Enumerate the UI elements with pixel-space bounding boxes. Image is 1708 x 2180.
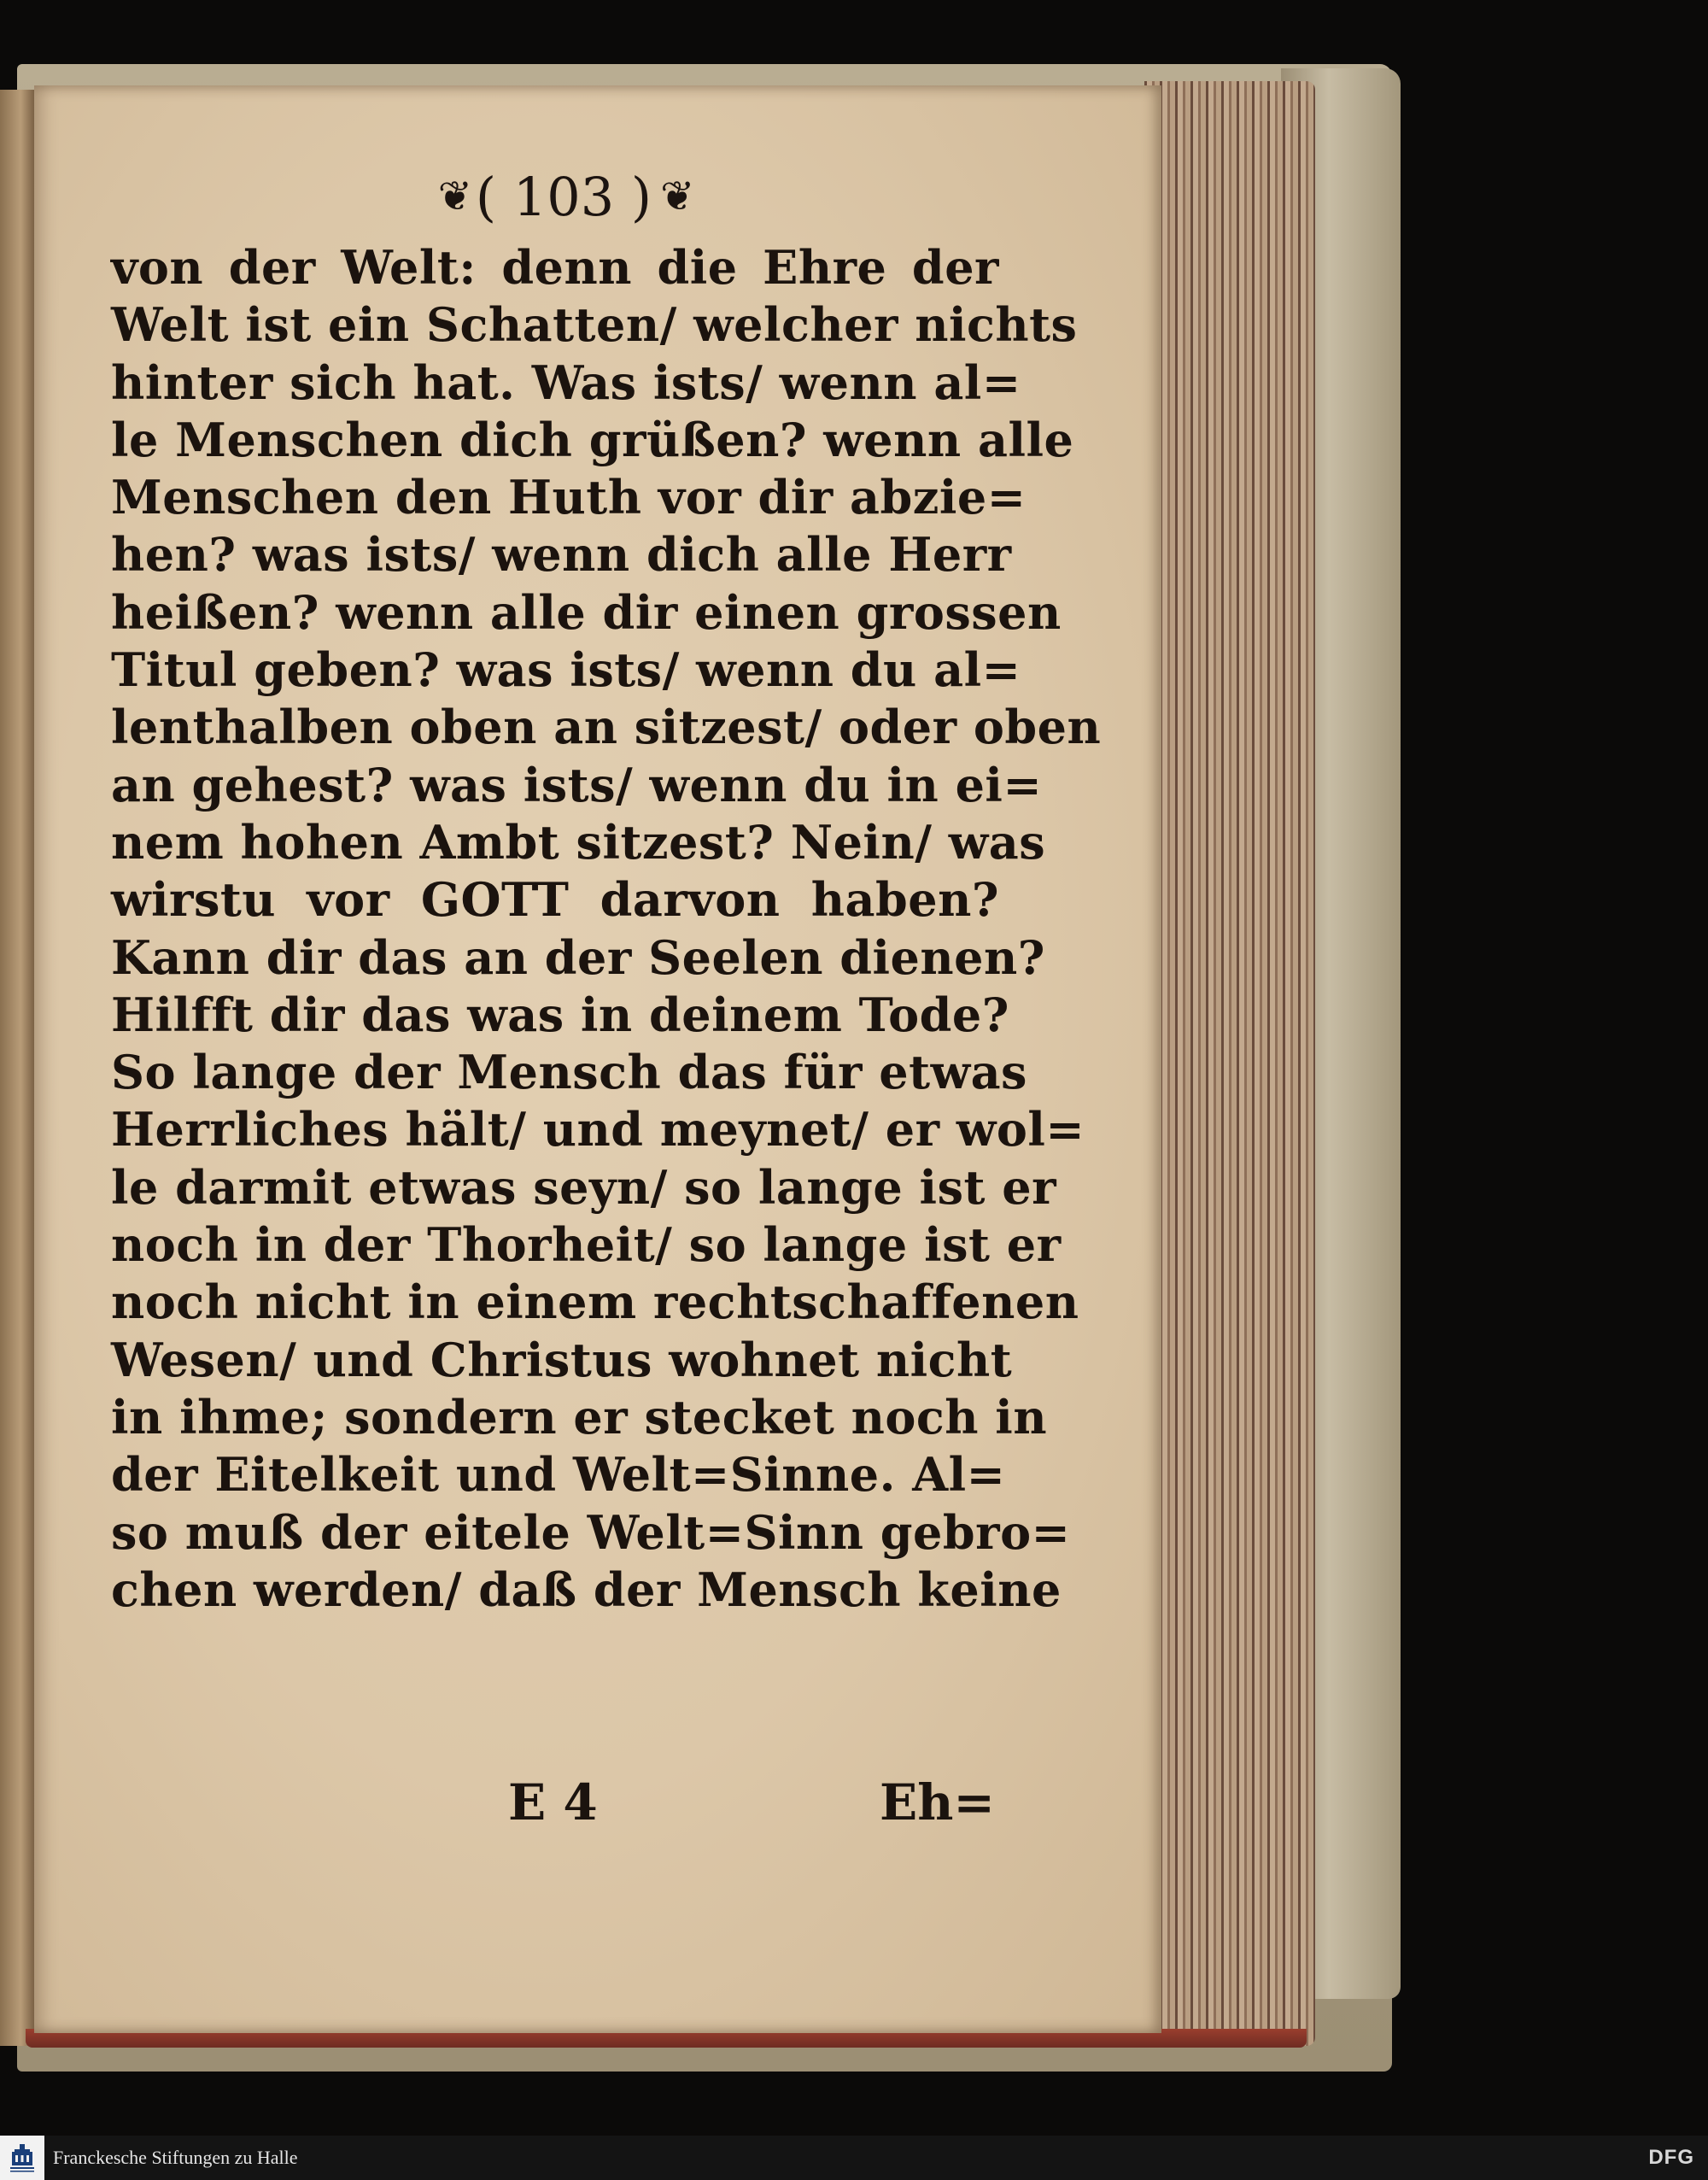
text-line: le Menschen dich grüßen? wenn alle: [111, 412, 1074, 467]
text-line: chen werden/ daß der Mensch keine: [111, 1562, 1062, 1617]
text-line: so muß der eitele Welt=Sinn gebro=: [111, 1504, 1071, 1560]
text-block: [111, 239, 1102, 1619]
text-line: der Eitelkeit und Welt=Sinne. Al=: [111, 1447, 1006, 1503]
text-line: Titul geben? was ists/ wenn du al=: [111, 642, 1021, 698]
institution-logo-icon: [0, 2136, 44, 2180]
text-line: Kann dir das an der Seelen dienen?: [111, 929, 1045, 985]
text-line: an gehest? was ists/ wenn du in ei=: [111, 757, 1043, 812]
text-line: So lange der Mensch das für etwas: [111, 1045, 1027, 1100]
text-line: le darmit etwas seyn/ so lange ist er: [111, 1159, 1057, 1215]
text-line: Welt ist ein Schatten/ welcher nichts: [111, 297, 1078, 353]
text-line: nem hohen Ambt sitzest? Nein/ was: [111, 814, 1046, 870]
text-line: Wesen/ und Christus wohnet nicht: [111, 1332, 1013, 1387]
text-line: Herrliches hält/ und meynet/ er wol=: [111, 1102, 1085, 1157]
text-line: von der Welt: denn die Ehre der: [111, 240, 999, 295]
text-line: in ihme; sondern er stecket noch in: [111, 1389, 1048, 1445]
text-line: noch nicht in einem rechtschaffenen: [111, 1275, 1079, 1330]
text-line: wirstu vor GOTT darvon haben?: [111, 872, 999, 928]
ornament-left-icon: ❦: [437, 173, 467, 220]
catchword: Eh=: [880, 1773, 995, 1831]
page-fore-edge: [1144, 81, 1315, 2046]
text-line: lenthalben oben an sitzest/ oder oben: [111, 700, 1102, 755]
viewer-footer: [0, 2136, 1708, 2180]
dfg-logo: DFG: [1648, 2146, 1694, 2169]
text-line: noch in der Thorheit/ so lange ist er: [111, 1217, 1062, 1273]
text-line: hinter sich hat. Was ists/ wenn al=: [111, 355, 1021, 410]
ornament-right-icon: ❦: [660, 173, 690, 220]
page-number: ( 103 ): [475, 165, 652, 228]
text-line: Menschen den Huth vor dir abzie=: [111, 470, 1027, 525]
text-line: hen? was ists/ wenn dich alle Herr: [111, 527, 1012, 583]
page-header: [359, 158, 769, 235]
text-line: heißen? wenn alle dir einen grossen: [111, 584, 1062, 640]
text-line: Hilfft dir das was in deinem Tode?: [111, 987, 1009, 1042]
signature-mark: E 4: [508, 1773, 598, 1831]
institution-name: Franckesche Stiftungen zu Halle: [53, 2147, 298, 2168]
